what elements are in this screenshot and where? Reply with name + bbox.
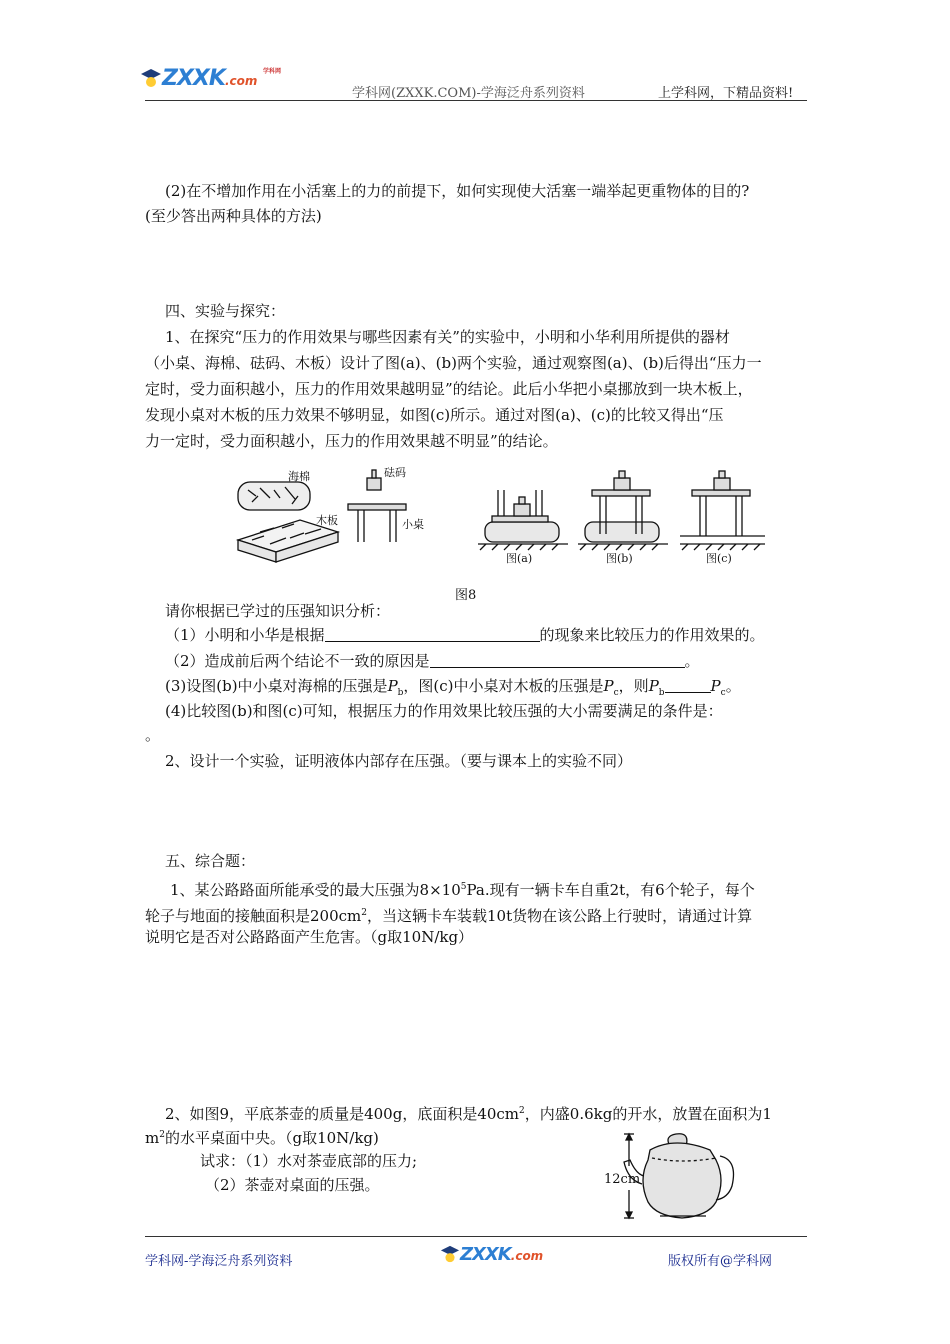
teapot-height-label: 12cm [604,1172,641,1187]
sub-question-4-end: 。 [145,726,161,744]
q2-line1: (2)在不增加作用在小活塞上的力的前提下，如何实现使大活塞一端举起更重物体的目的? [165,182,750,200]
sq3-p3-sub: c [720,688,726,698]
s5-q2-ask1: 试求：（1）水对茶壶底部的压力; [200,1152,418,1170]
s4-p1-line2: （小桌、海棉、砝码、木板）设计了图(a)、(b)两个实验，通过观察图(a)、(b)后得出“压力一 [145,354,762,372]
s5q2-l2-a: m [145,1129,160,1147]
sq1-blank[interactable] [325,625,540,642]
s5q2-l1-sup: 2 [519,1106,525,1116]
footer-rule [145,1236,807,1237]
s5q1-l1-a: 1、某公路路面所能承受的最大压强为8×10 [170,881,461,899]
s5q1-l2-a: 轮子与地面的接触面积是200cm [145,907,362,925]
section4-title: 四、实验与探究： [165,302,286,320]
s5-q2-line2 [145,1122,379,1151]
s4-question-2: 2、设计一个实验，证明液体内部存在压强。（要与课本上的实验不同） [165,752,633,770]
header-rule [145,100,807,101]
s5-q1-line1 [170,874,755,903]
q2-line2: (至少答出两种具体的方法) [145,207,322,225]
label-weight: 砝码 [384,466,406,479]
figure-8-caption: 图8 [455,588,477,603]
sq3-text-c: ，则 [618,677,649,695]
s5q2-l1-b: ，内盛0.6kg的开水，放置在面积为1 [524,1105,772,1123]
analyze-prompt: 请你根据已学过的压强知识分析： [165,602,391,620]
logo-badge: 学科网 [262,68,281,75]
footer-logo-text: ZXXK [460,1244,511,1265]
label-fig-c: 图(c) [706,552,732,565]
s5q1-l2-sup: 2 [361,908,367,918]
figure-8-drawing [230,460,770,570]
footer-left: 学科网-学海泛舟系列资料 [145,1254,293,1269]
s4-p1-line3: 定时，受力面积越小，压力的作用效果越明显”的结论。此后小华把小桌挪放到一块木板上， [145,380,753,398]
sub-question-2 [165,648,700,674]
sq3-pb: P [387,677,398,695]
sq2-text-a: （2）造成前后两个结论不一致的原因是 [165,652,430,670]
footer-logo-suffix: .com [510,1249,544,1263]
label-fig-b: 图(b) [606,552,633,565]
footer-logo [440,1244,543,1265]
sq3-blank[interactable] [665,676,711,693]
s4-p1-line4: 发现小桌对木板的压力效果不够明显，如图(c)所示。通过对图(a)、(c)的比较又得出“压 [145,406,724,424]
sq3-text-a: (3)设图(b)中小桌对海棉的压强是 [165,677,388,695]
label-board: 木板 [316,514,338,527]
logo-suffix: .com [224,74,258,88]
s5q2-l2-sup: 2 [159,1130,165,1140]
label-sponge: 海棉 [288,470,310,483]
s5q1-l1-sup: 5 [460,882,467,892]
sq3-pc-sub: c [613,688,619,698]
label-fig-a: 图(a) [506,552,533,565]
sq2-blank[interactable] [430,651,685,668]
s5q2-l1-a: 2、如图9，平底茶壶的质量是400g，底面积是40cm [165,1105,520,1123]
logo-text: ZXXK [162,66,225,91]
section5-title: 五、综合题： [165,852,256,870]
s5q2-l2-b: 的水平桌面中央。（g取10N/kg) [164,1129,379,1147]
s5q1-l2-b: ，当这辆卡车装载10t货物在该公路上行驶时，请通过计算 [367,907,753,925]
sq3-pb-sub: b [397,688,404,698]
sub-question-4: (4)比较图(b)和图(c)可知，根据压力的作用效果比较压强的大小需要满足的条件是： [165,702,723,720]
sq3-p3: P [710,677,721,695]
sq1-text-b: 的现象来比较压力的作用效果的。 [539,626,765,644]
sq1-text-a: （1）小明和小华是根据 [165,626,325,644]
s5-q1-line3: 说明它是否对公路路面产生危害。（g取10N/kg） [145,928,474,946]
graduation-cap-icon [440,1244,460,1264]
sq3-p2-sub: b [658,688,665,698]
graduation-cap-icon [140,67,162,89]
figure-8 [230,460,770,570]
header-right: 上学科网，下精品资料! [658,86,794,101]
sq3-end: 。 [725,677,741,695]
sub-question-1 [165,622,765,648]
s5-q2-ask2: （2）茶壶对桌面的压强。 [205,1176,380,1194]
sq2-text-b: 。 [684,652,700,670]
header-logo [140,66,281,91]
sq3-pc: P [603,677,614,695]
label-table: 小桌 [402,518,424,531]
s4-p1-line5: 力一定时，受力面积越小，压力的作用效果越不明显”的结论。 [145,432,558,450]
sq3-p2: P [648,677,659,695]
footer-right: 版权所有@学科网 [668,1254,773,1269]
sq3-text-b: ，图(c)中小桌对木板的压强是 [403,677,604,695]
header-center: 学科网(ZXXK.COM)-学海泛舟系列资料 [352,86,585,101]
teapot-figure [600,1128,750,1228]
s4-p1-line1: 1、在探究“压力的作用效果与哪些因素有关”的实验中，小明和小华利用所提供的器材 [165,328,730,346]
s5q1-l1-b: Pa.现有一辆卡车自重2t，有6个轮子，每个 [466,881,755,899]
